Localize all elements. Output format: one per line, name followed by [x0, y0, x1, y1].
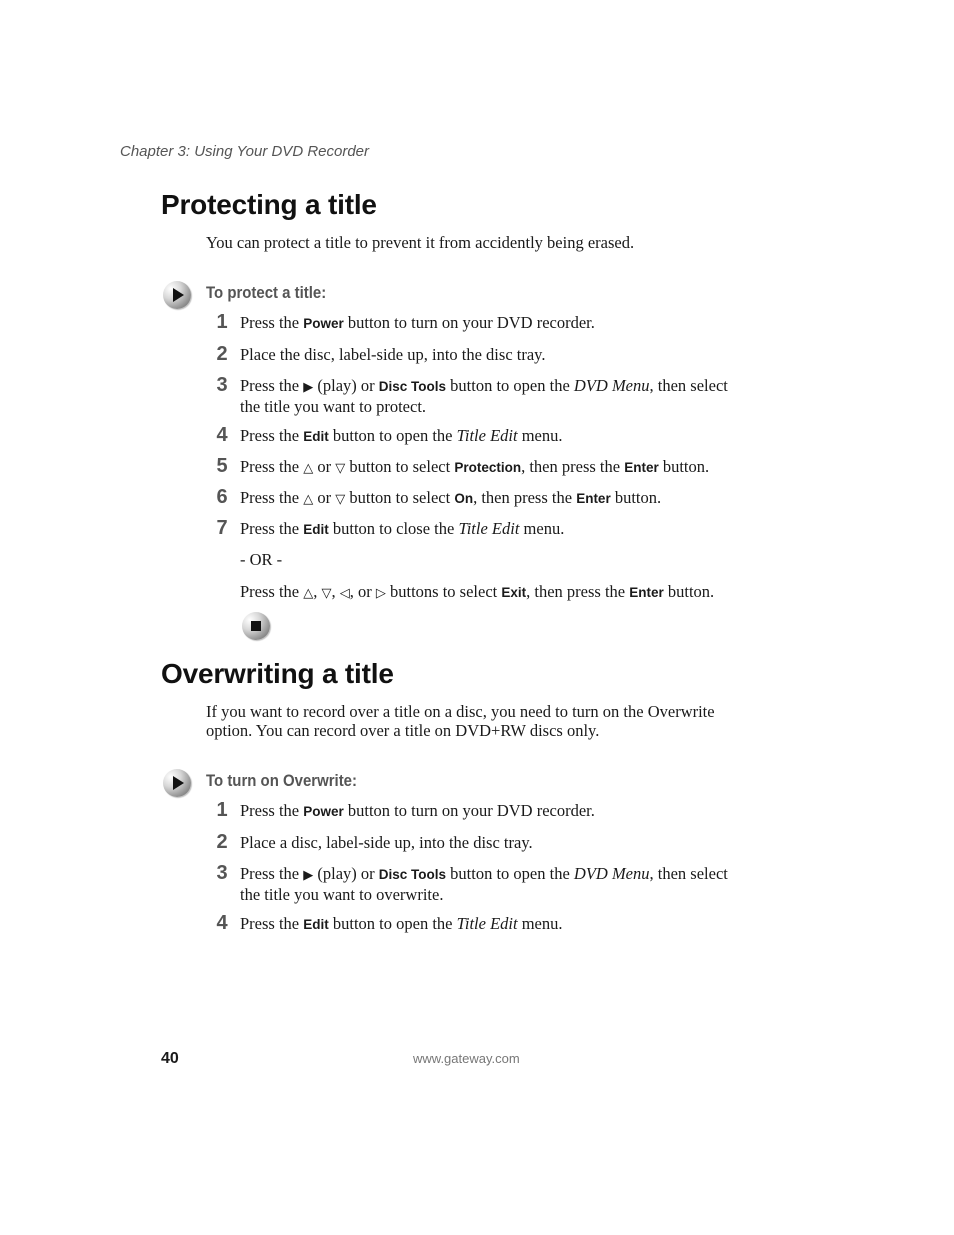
step-text: Place a disc, label-side up, into the disc tray. [240, 833, 533, 852]
step-text: Press the Edit button to open the Title Edit menu. [240, 914, 563, 933]
or-separator: - OR - [240, 550, 283, 569]
step-number: 4 [216, 912, 228, 934]
step-number: 3 [216, 862, 228, 884]
down-triangle-icon: ▽ [335, 492, 346, 507]
step-number: 7 [216, 517, 228, 539]
step-text: Press the ▶ (play) or Disc Tools button to open the DVD Menu, then select the title you want to overwrite. [240, 864, 728, 904]
enter-button-label: Enter [576, 491, 611, 506]
step-text: Press the ▶ (play) or Disc Tools button to open the DVD Menu, then select the title you want to protect. [240, 376, 728, 416]
step-text: Press the Power button to turn on your DVD recorder. [240, 313, 595, 332]
step-number: 1 [216, 311, 228, 333]
exit-option-label: Exit [501, 585, 527, 600]
edit-button-label: Edit [303, 429, 329, 444]
up-triangle-icon: △ [303, 461, 314, 476]
footer-url: www.gateway.com [413, 1051, 520, 1066]
on-option-label: On [454, 491, 474, 506]
section-intro-overwriting: If you want to record over a title on a disc, you need to turn on the Overwrite option. You can record over a title on DVD+RW discs only. [206, 702, 715, 740]
step-text: Press the Power button to turn on your DVD recorder. [240, 801, 595, 820]
step-number: 4 [216, 424, 228, 446]
step-text: Press the △ or ▽ button to select Protection, then press the Enter button. [240, 457, 710, 476]
section-title-overwriting: Overwriting a title [161, 658, 394, 689]
play-triangle-icon: ▶ [303, 868, 314, 883]
step-number: 1 [216, 799, 228, 821]
disc-tools-button-label: Disc Tools [378, 379, 447, 394]
stop-square-icon [242, 612, 270, 640]
page-number: 40 [161, 1050, 179, 1067]
procedure-heading-protect: To protect a title: [206, 283, 327, 302]
step-text: Place the disc, label-side up, into the disc tray. [240, 345, 546, 364]
edit-button-label: Edit [303, 522, 329, 537]
step-number: 2 [216, 831, 228, 853]
step-text: Press the Edit button to open the Title Edit menu. [240, 426, 563, 445]
section-intro-protecting: You can protect a title to prevent it from accidently being erased. [206, 233, 635, 252]
play-triangle-icon: ▶ [303, 380, 314, 395]
step-number: 2 [216, 343, 228, 365]
section-title-protecting: Protecting a title [161, 189, 377, 220]
enter-button-label: Enter [629, 585, 664, 600]
procedure-heading-overwrite: To turn on Overwrite: [206, 771, 357, 790]
down-triangle-icon: ▽ [321, 586, 332, 601]
step-number: 3 [216, 374, 228, 396]
protection-option-label: Protection [454, 460, 522, 475]
up-triangle-icon: △ [303, 492, 314, 507]
step-text: Press the Edit button to close the Title Edit menu. [240, 519, 565, 538]
down-triangle-icon: ▽ [335, 461, 346, 476]
left-triangle-icon: ◁ [339, 586, 350, 601]
edit-button-label: Edit [303, 917, 329, 932]
play-arrow-icon [163, 281, 191, 309]
power-button-label: Power [303, 316, 344, 331]
step-number: 6 [216, 486, 228, 508]
step-number: 5 [216, 455, 228, 477]
alternate-step-text: Press the △, ▽, ◁, or ▷ buttons to select Exit, then press the Enter button. [240, 582, 715, 601]
power-button-label: Power [303, 804, 344, 819]
right-triangle-icon: ▷ [375, 586, 386, 601]
disc-tools-button-label: Disc Tools [378, 867, 447, 882]
up-triangle-icon: △ [303, 586, 314, 601]
play-arrow-icon [163, 769, 191, 797]
chapter-header: Chapter 3: Using Your DVD Recorder [120, 143, 370, 160]
enter-button-label: Enter [624, 460, 659, 475]
step-text: Press the △ or ▽ button to select On, then press the Enter button. [240, 488, 662, 507]
